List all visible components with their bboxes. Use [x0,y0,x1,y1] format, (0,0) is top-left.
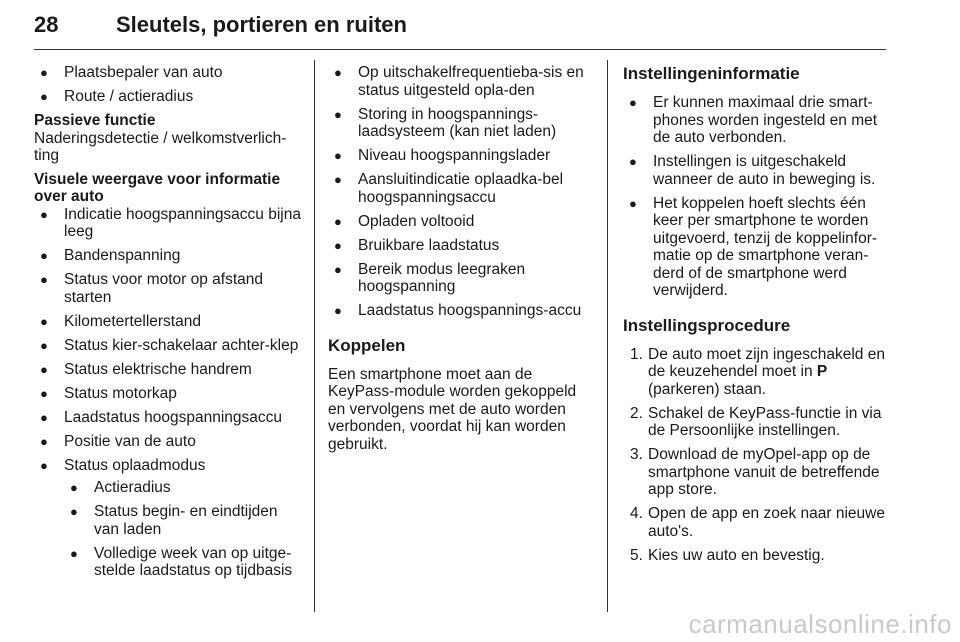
list-item: ● Op uitschakelfrequentieba-sis en status uitgesteld opla-den [328,64,590,99]
step-item [623,505,889,540]
list-item: ● Instellingen is uitgeschakeld wanneer de auto in beweging is. [623,153,889,188]
list-item: ● Laadstatus hoogspannings-accu [328,302,590,320]
list-item: ● Niveau hoogspanningslader [328,147,590,165]
step-number: 1. [630,345,643,363]
list-item: ● Bereik modus leegraken hoogspanning [328,261,590,296]
sub-list-item: ● Status begin- en eindtijden van laden [64,503,306,538]
sub-list-item: ● Volledige week van op uitge-stelde laadstatus op tijdbasis [64,545,306,580]
settings-procedure-heading: Instellingsprocedure [623,315,791,335]
step-text: Kies uw auto en bevestig. [648,546,825,564]
list-item: ● Route / actieradius [34,88,306,106]
step-item [623,346,889,399]
bullet-list [34,206,306,580]
step-text: Schakel de KeyPass-functie in via de Persoonlijke instellingen. [648,404,882,439]
list-item: ● Bandenspanning [34,247,306,265]
list-item: ● Opladen voltooid [328,213,590,231]
list-item: ● Het koppelen hoeft slechts één keer per smartphone te worden uitgevoerd, tenzij de koppelinfor-matie op de smartphone veran-derd of de smartphone werd verwijderd. [623,195,889,300]
list-item: ● Kilometertellerstand [34,313,306,331]
list-item: ● Status voor motor op afstand starten [34,271,306,306]
watermark: carmanualsonline.info [688,609,952,639]
step-number: 2. [630,404,643,422]
sub-list-item: ● Actieradius [64,479,306,497]
list-item-label: Status oplaadmodus [64,456,206,474]
column-divider [314,60,315,612]
step-item [623,547,889,565]
bullet-list [623,94,889,300]
step-item [623,446,889,499]
column-left [34,64,306,586]
list-item: ● Status elektrische handrem [34,361,306,379]
column-divider [607,60,608,612]
step-text: De auto moet zijn ingeschakeld en de keuzehendel moet in [648,345,885,380]
step-number: 4. [630,505,643,522]
step-item [623,405,889,440]
column-middle [328,64,590,459]
settings-info-heading: Instellingeninformatie [623,64,800,83]
page-title: Sleutels, portieren en ruiten [116,12,407,37]
list-item: ● Positie van de auto [34,433,306,451]
list-item [34,457,306,580]
list-item: ● Laadstatus hoogspanningsaccu [34,409,306,427]
step-text: (parkeren) staan. [648,380,767,398]
list-item: ● Storing in hoogspannings-laadsysteem (kan niet laden) [328,106,590,141]
koppelen-text: Een smartphone moet aan de KeyPass-module worden gekoppeld en vervolgens met de auto worden verbonden, voordat hij kan worden gebruikt. [328,365,577,453]
park-letter: P [816,363,828,380]
passive-function-text: Naderingsdetectie / welkomstverlich-ting [34,129,287,164]
numbered-steps [623,346,889,565]
page-number: 28 [34,12,59,37]
bullet-list [34,64,306,106]
list-item: ● Status motorkap [34,385,306,403]
step-text: Download de myOpel-app op de smartphone vanuit de betreffende app store. [648,446,880,498]
step-text: Open de app en zoek naar nieuwe auto's. [648,505,885,540]
step-number: 5. [630,546,643,564]
visual-display-heading: Visuele weergave voor informatie over auto [34,170,281,205]
list-item: ● Er kunnen maximaal drie smart-phones worden ingesteld en met de auto verbonden. [623,94,889,147]
sub-bullet-list [64,479,306,580]
column-right [623,64,889,571]
list-item: ● Aansluitindicatie oplaadka-bel hoogspanningsaccu [328,171,590,206]
page-header [34,6,886,50]
list-item: ● Status kier-schakelaar achter-klep [34,337,306,355]
koppelen-heading: Koppelen [328,335,406,355]
bullet-list [328,64,590,320]
list-item: ● Plaatsbepaler van auto [34,64,306,82]
step-number: 3. [630,446,643,463]
list-item: ● Bruikbare laadstatus [328,237,590,255]
passive-function-heading: Passieve functie [34,112,156,129]
list-item: ● Indicatie hoogspanningsaccu bijna leeg [34,206,306,241]
